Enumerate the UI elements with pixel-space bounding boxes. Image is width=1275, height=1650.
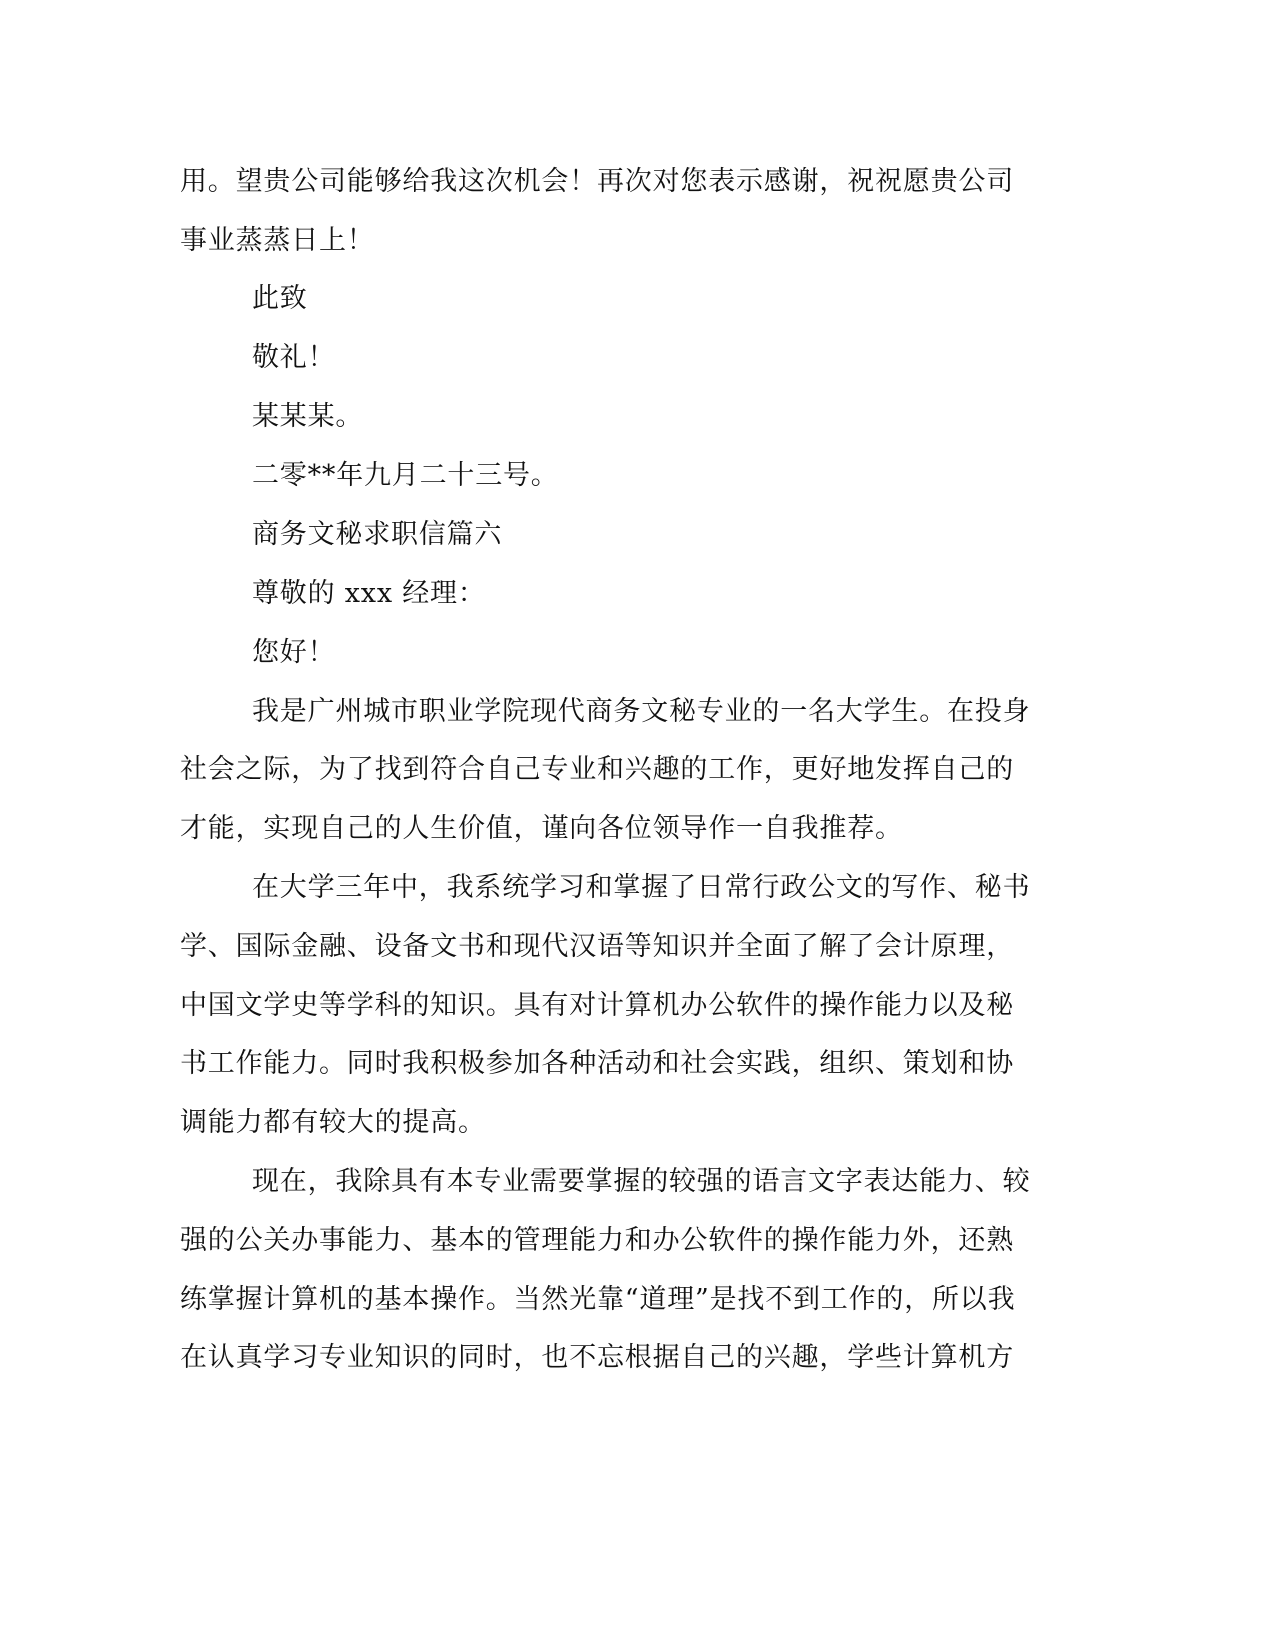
- text-line: 现在，我除具有本专业需要掌握的较强的语言文字表达能力、较: [252, 1166, 1031, 1197]
- text-line: 调能力都有较大的提高。: [180, 1107, 486, 1138]
- text-line: 社会之际，为了找到符合自己专业和兴趣的工作，更好地发挥自己的: [180, 754, 1014, 785]
- text-line: 事业蒸蒸日上！: [180, 225, 375, 256]
- letter-hello: 您好！: [252, 637, 336, 668]
- text-line: 中国文学史等学科的知识。具有对计算机办公软件的操作能力以及秘: [180, 990, 1014, 1021]
- text-line: 我是广州城市职业学院现代商务文秘专业的一名大学生。在投身: [252, 696, 1031, 727]
- signature-name: 某某某。: [252, 401, 364, 432]
- salutation-regards: 敬礼！: [252, 342, 336, 373]
- signature-date: 二零**年九月二十三号。: [252, 460, 559, 491]
- salutation-closing: 此致: [252, 283, 308, 314]
- text-line: 强的公关办事能力、基本的管理能力和办公软件的操作能力外，还熟: [180, 1225, 1014, 1256]
- text-line: 在大学三年中，我系统学习和掌握了日常行政公文的写作、秘书: [252, 872, 1031, 903]
- text-line: 在认真学习专业知识的同时，也不忘根据自己的兴趣，学些计算机方: [180, 1342, 1014, 1373]
- letter-greeting: 尊敬的 xxx 经理：: [252, 578, 486, 609]
- text-line: 才能，实现自己的人生价值，谨向各位领导作一自我推荐。: [180, 813, 903, 844]
- section-heading: 商务文秘求职信篇六: [252, 519, 503, 550]
- text-line: 用。望贵公司能够给我这次机会！再次对您表示感谢，祝祝愿贵公司: [180, 166, 1014, 197]
- text-line: 书工作能力。同时我积极参加各种活动和社会实践，组织、策划和协: [180, 1048, 1014, 1079]
- text-line: 学、国际金融、设备文书和现代汉语等知识并全面了解了会计原理，: [180, 931, 1014, 962]
- text-line: 练掌握计算机的基本操作。当然光靠“道理”是找不到工作的，所以我: [180, 1284, 1016, 1315]
